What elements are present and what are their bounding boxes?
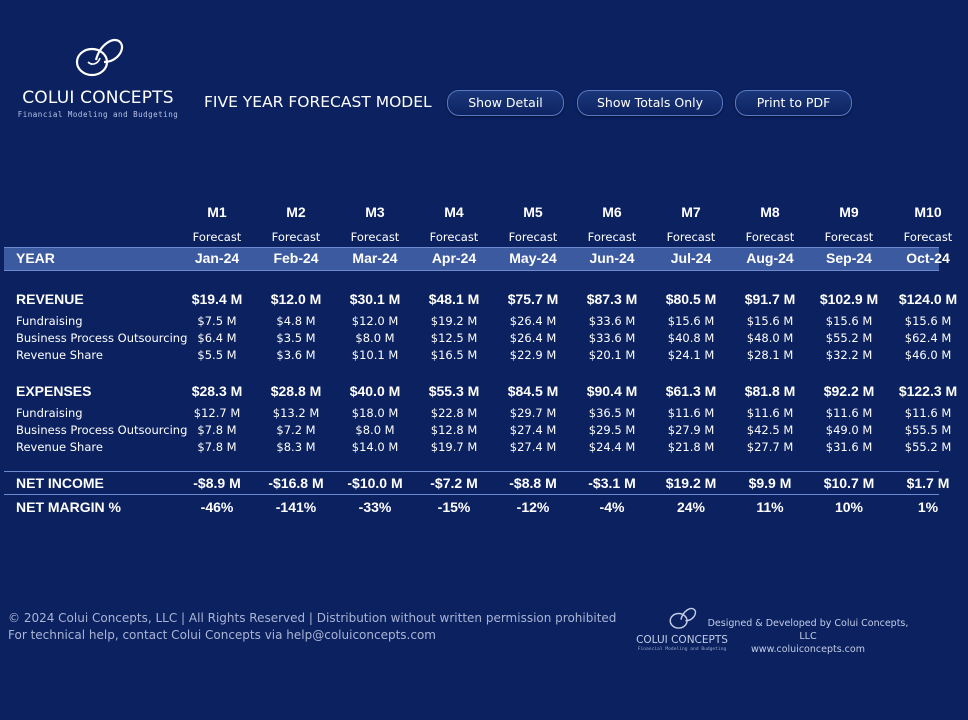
revenue-value-cell: $15.6 M (904, 314, 952, 328)
expenses-total-cell: $28.3 M (191, 383, 243, 399)
revenue-total-cell: $87.3 M (586, 291, 638, 307)
copyright-text: © 2024 Colui Concepts, LLC | All Rights Reserved | Distribution without written permission prohibited (8, 611, 617, 625)
expenses-value-cell: $11.6 M (667, 406, 715, 420)
expenses-value-cell: $8.0 M (355, 423, 395, 437)
year-cell: Jan-24 (194, 250, 240, 266)
print-to-pdf-button[interactable]: Print to PDF (735, 90, 852, 116)
net-income-cell: $9.9 M (748, 475, 792, 491)
expenses-line-label: Revenue Share (16, 440, 103, 454)
expenses-value-cell: $21.8 M (667, 440, 715, 454)
expenses-value-cell: $29.5 M (588, 423, 636, 437)
year-cell: Feb-24 (273, 250, 319, 266)
revenue-line-label: Fundraising (16, 314, 83, 328)
revenue-value-cell: $8.0 M (355, 331, 395, 345)
net-income-cell: -$3.1 M (588, 475, 636, 491)
expenses-total-cell: $61.3 M (665, 383, 717, 399)
divider-line (4, 494, 939, 495)
revenue-value-cell: $16.5 M (430, 348, 478, 362)
column-subheader: Forecast (587, 230, 637, 244)
net-margin-cell: 11% (756, 499, 784, 515)
net-margin-cell: -12% (516, 499, 550, 515)
expenses-value-cell: $31.6 M (825, 440, 873, 454)
expenses-value-cell: $27.4 M (509, 440, 557, 454)
brand-name: COLUI CONCEPTS (22, 88, 174, 108)
revenue-value-cell: $62.4 M (904, 331, 952, 345)
column-subheader: Forecast (350, 230, 400, 244)
column-subheader: Forecast (508, 230, 558, 244)
revenue-value-cell: $55.2 M (825, 331, 873, 345)
expenses-value-cell: $27.7 M (746, 440, 794, 454)
designed-by-text: Designed & Developed by Colui Concepts, LLC (707, 618, 909, 642)
column-header: M2 (286, 204, 306, 220)
revenue-total-cell: $91.7 M (744, 291, 796, 307)
revenue-total-cell: $48.1 M (428, 291, 480, 307)
revenue-value-cell: $40.8 M (667, 331, 715, 345)
expenses-total-cell: $122.3 M (898, 383, 958, 399)
credit-text (706, 617, 910, 656)
net-income-title: NET INCOME (16, 475, 104, 491)
expenses-title: EXPENSES (16, 383, 92, 399)
year-cell: Apr-24 (431, 250, 477, 266)
net-margin-cell: -141% (275, 499, 317, 515)
year-label: YEAR (16, 250, 55, 266)
expenses-value-cell: $27.9 M (667, 423, 715, 437)
revenue-value-cell: $33.6 M (588, 314, 636, 328)
revenue-value-cell: $3.6 M (276, 348, 316, 362)
net-income-cell: $10.7 M (823, 475, 875, 491)
net-margin-title: NET MARGIN % (16, 499, 121, 515)
revenue-value-cell: $15.6 M (746, 314, 794, 328)
revenue-value-cell: $7.5 M (197, 314, 237, 328)
footer-logo-name: COLUI CONCEPTS (636, 634, 728, 646)
divider-line (4, 471, 939, 472)
column-header: M9 (839, 204, 859, 220)
net-margin-cell: 24% (676, 499, 706, 515)
net-margin-cell: -33% (358, 499, 392, 515)
year-cell: Oct-24 (906, 250, 950, 266)
forecast-table (0, 200, 958, 520)
revenue-value-cell: $15.6 M (825, 314, 873, 328)
expenses-value-cell: $12.8 M (430, 423, 478, 437)
revenue-value-cell: $32.2 M (825, 348, 873, 362)
column-header: M8 (760, 204, 780, 220)
expenses-value-cell: $11.6 M (904, 406, 952, 420)
column-subheader: Forecast (192, 230, 242, 244)
column-subheader: Forecast (745, 230, 795, 244)
expenses-value-cell: $27.4 M (509, 423, 557, 437)
expenses-value-cell: $7.8 M (197, 440, 237, 454)
expenses-total-cell: $81.8 M (744, 383, 796, 399)
swirl-logo-icon (70, 32, 126, 82)
expenses-value-cell: $12.7 M (193, 406, 241, 420)
expenses-line-label: Business Process Outsourcing (16, 423, 188, 437)
column-subheader: Forecast (271, 230, 321, 244)
expenses-value-cell: $7.2 M (276, 423, 316, 437)
footer-logo-tagline: Financial Modeling and Budgeting (637, 647, 727, 652)
revenue-value-cell: $33.6 M (588, 331, 636, 345)
revenue-total-cell: $102.9 M (819, 291, 879, 307)
expenses-value-cell: $55.2 M (904, 440, 952, 454)
column-header: M6 (602, 204, 622, 220)
net-margin-cell: -15% (437, 499, 471, 515)
revenue-total-cell: $19.4 M (191, 291, 243, 307)
revenue-value-cell: $48.0 M (746, 331, 794, 345)
expenses-value-cell: $42.5 M (746, 423, 794, 437)
expenses-value-cell: $14.0 M (351, 440, 399, 454)
show-detail-button[interactable]: Show Detail (447, 90, 564, 116)
expenses-value-cell: $8.3 M (276, 440, 316, 454)
expenses-value-cell: $7.8 M (197, 423, 237, 437)
net-income-cell: $1.7 M (906, 475, 950, 491)
brand-tagline: Financial Modeling and Budgeting (17, 110, 179, 119)
expenses-value-cell: $18.0 M (351, 406, 399, 420)
revenue-value-cell: $20.1 M (588, 348, 636, 362)
revenue-value-cell: $5.5 M (197, 348, 237, 362)
expenses-value-cell: $22.8 M (430, 406, 478, 420)
revenue-total-cell: $75.7 M (507, 291, 559, 307)
expenses-value-cell: $13.2 M (272, 406, 320, 420)
expenses-total-cell: $92.2 M (823, 383, 875, 399)
revenue-value-cell: $6.4 M (197, 331, 237, 345)
expenses-total-cell: $28.8 M (270, 383, 322, 399)
net-income-cell: -$7.2 M (430, 475, 478, 491)
revenue-value-cell: $24.1 M (667, 348, 715, 362)
website-link[interactable]: www.coluiconcepts.com (751, 644, 865, 655)
net-margin-cell: 10% (834, 499, 864, 515)
brand-logo (8, 30, 188, 122)
revenue-value-cell: $12.5 M (430, 331, 478, 345)
column-header: M3 (365, 204, 385, 220)
expenses-value-cell: $24.4 M (588, 440, 636, 454)
revenue-total-cell: $12.0 M (270, 291, 322, 307)
revenue-value-cell: $15.6 M (667, 314, 715, 328)
revenue-value-cell: $22.9 M (509, 348, 557, 362)
expenses-value-cell: $55.5 M (904, 423, 952, 437)
column-header: M1 (207, 204, 227, 220)
expenses-value-cell: $36.5 M (588, 406, 636, 420)
app-title: FIVE YEAR FORECAST MODEL (204, 93, 432, 111)
swirl-logo-icon (666, 604, 698, 632)
revenue-title: REVENUE (16, 291, 84, 307)
show-totals-only-button[interactable]: Show Totals Only (577, 90, 723, 116)
year-cell: Mar-24 (352, 250, 398, 266)
net-margin-cell: 1% (917, 499, 939, 515)
expenses-value-cell: $29.7 M (509, 406, 557, 420)
column-subheader: Forecast (903, 230, 953, 244)
net-income-cell: -$16.8 M (268, 475, 324, 491)
revenue-value-cell: $3.5 M (276, 331, 316, 345)
revenue-total-cell: $80.5 M (665, 291, 717, 307)
revenue-total-cell: $30.1 M (349, 291, 401, 307)
net-income-cell: $19.2 M (665, 475, 717, 491)
net-income-cell: -$10.0 M (347, 475, 403, 491)
column-subheader: Forecast (666, 230, 716, 244)
revenue-line-label: Revenue Share (16, 348, 103, 362)
year-cell: Jul-24 (670, 250, 712, 266)
revenue-value-cell: $4.8 M (276, 314, 316, 328)
year-cell: Jun-24 (589, 250, 635, 266)
expenses-value-cell: $11.6 M (746, 406, 794, 420)
help-text: For technical help, contact Colui Concepts via help@coluiconcepts.com (8, 628, 436, 642)
expenses-value-cell: $19.7 M (430, 440, 478, 454)
revenue-total-cell: $124.0 M (898, 291, 958, 307)
net-income-cell: -$8.9 M (193, 475, 241, 491)
expenses-line-label: Fundraising (16, 406, 83, 420)
expenses-total-cell: $84.5 M (507, 383, 559, 399)
net-margin-cell: -46% (200, 499, 234, 515)
expenses-total-cell: $55.3 M (428, 383, 480, 399)
net-income-cell: -$8.8 M (509, 475, 557, 491)
footer-text (8, 610, 616, 644)
column-header: M10 (914, 204, 942, 220)
expenses-total-cell: $90.4 M (586, 383, 638, 399)
expenses-total-cell: $40.0 M (349, 383, 401, 399)
revenue-value-cell: $12.0 M (351, 314, 399, 328)
revenue-value-cell: $26.4 M (509, 331, 557, 345)
year-cell: Aug-24 (746, 250, 794, 266)
revenue-line-label: Business Process Outsourcing (16, 331, 188, 345)
column-subheader: Forecast (429, 230, 479, 244)
expenses-value-cell: $11.6 M (825, 406, 873, 420)
year-cell: Sep-24 (826, 250, 872, 266)
net-margin-cell: -4% (599, 499, 625, 515)
column-header: M7 (681, 204, 701, 220)
revenue-value-cell: $28.1 M (746, 348, 794, 362)
expenses-value-cell: $49.0 M (825, 423, 873, 437)
revenue-value-cell: $26.4 M (509, 314, 557, 328)
column-subheader: Forecast (824, 230, 874, 244)
column-header: M5 (523, 204, 543, 220)
revenue-value-cell: $46.0 M (904, 348, 952, 362)
year-cell: May-24 (509, 250, 557, 266)
revenue-value-cell: $19.2 M (430, 314, 478, 328)
revenue-value-cell: $10.1 M (351, 348, 399, 362)
column-header: M4 (444, 204, 464, 220)
